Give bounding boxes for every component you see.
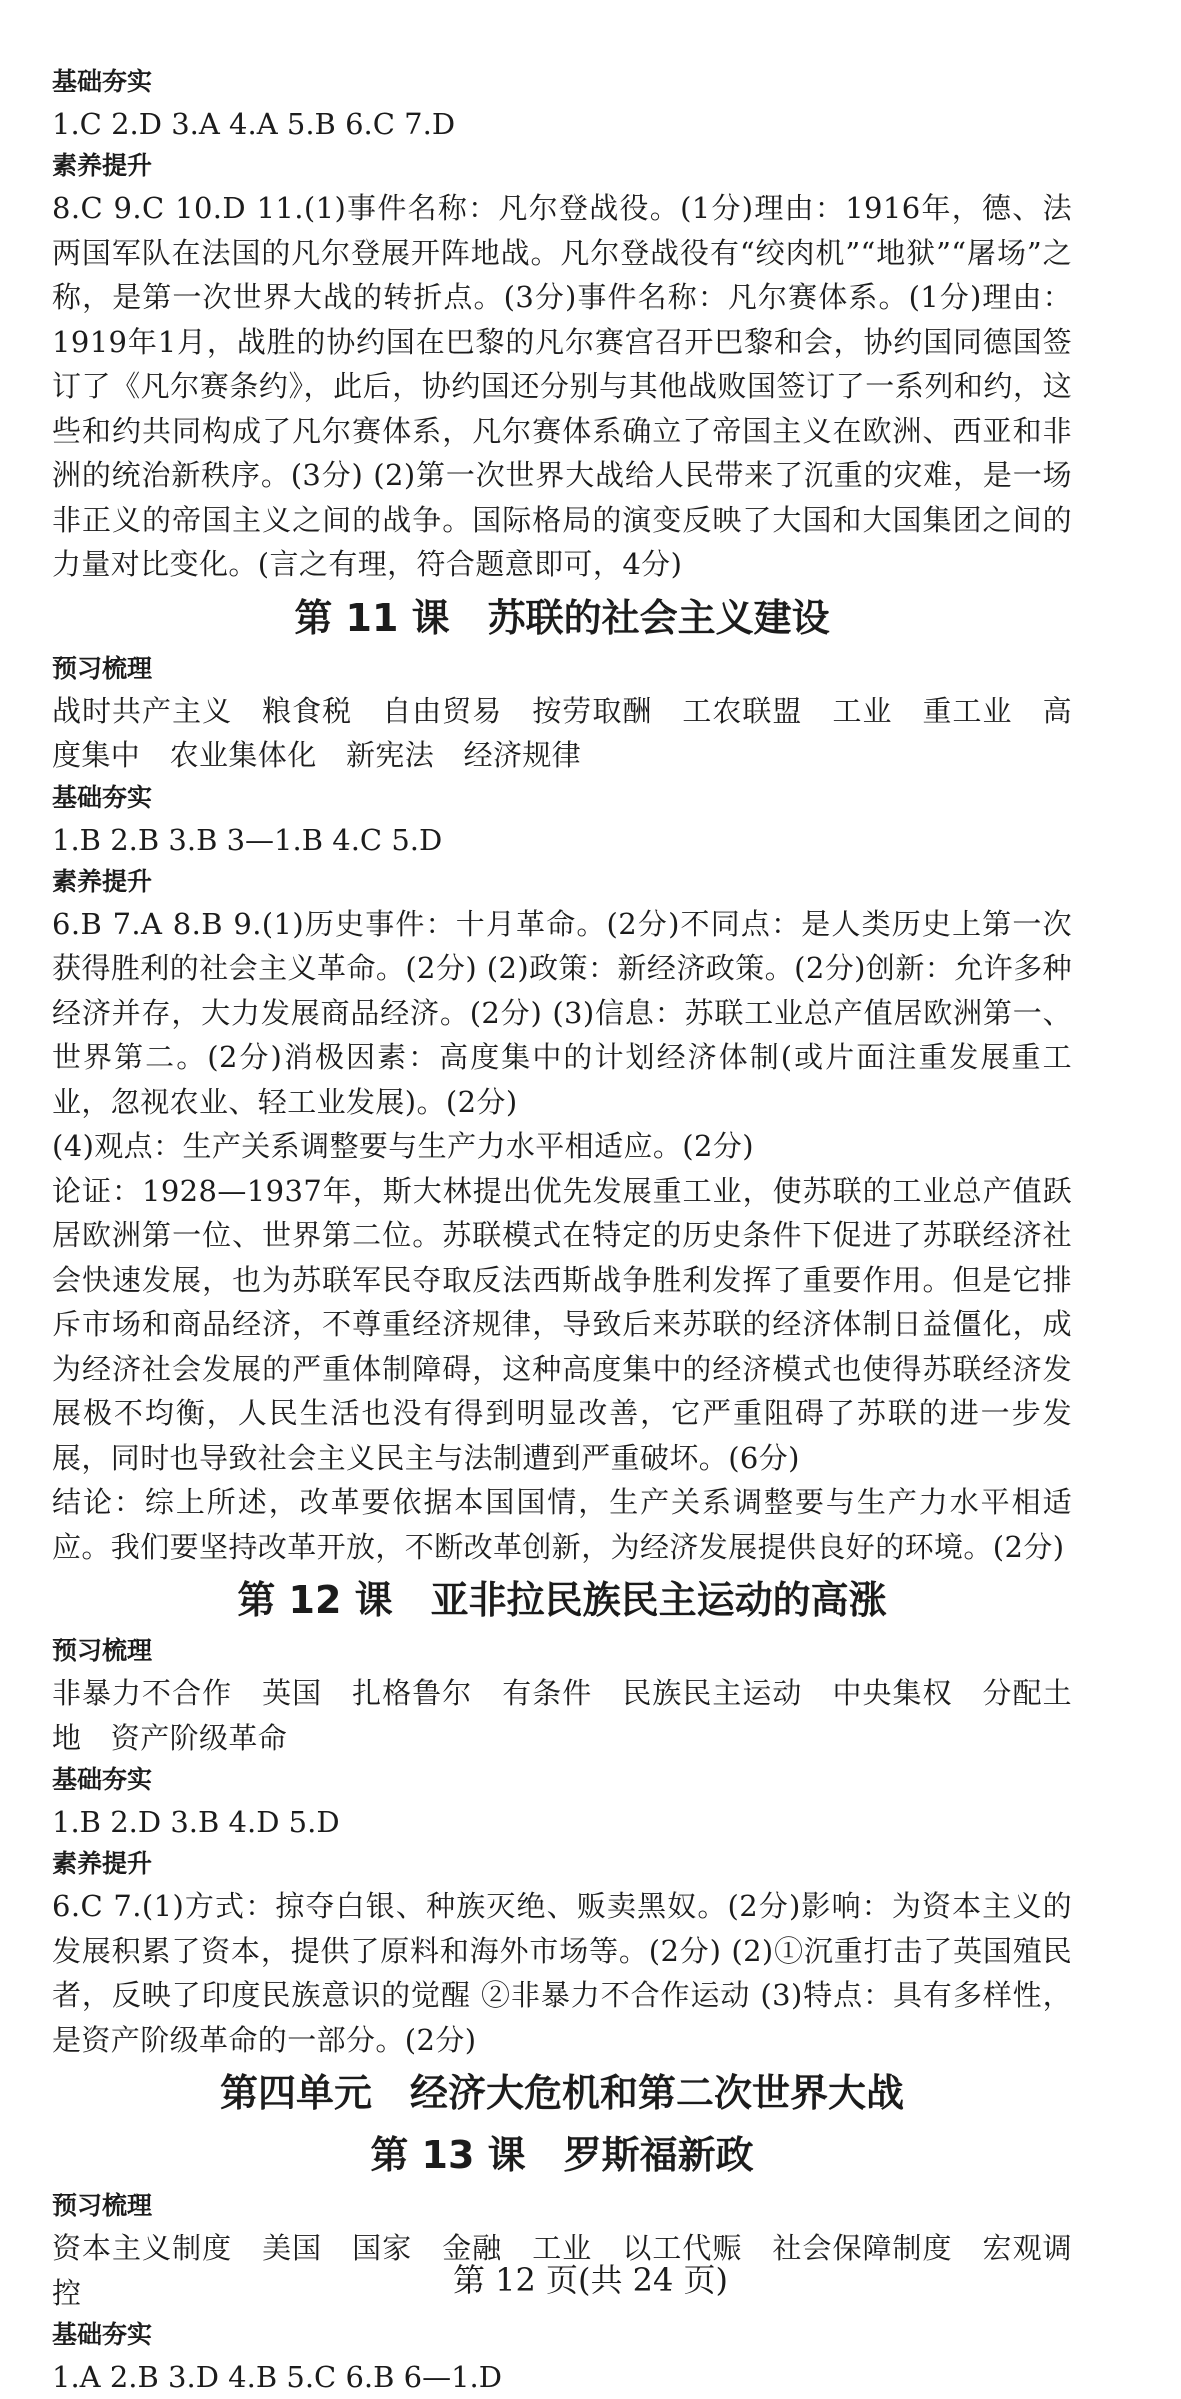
section-label: 素养提升 [52,866,153,896]
lesson-title: 第 12 课 亚非拉民族民主运动的高涨 [237,1578,887,1622]
answer-paragraph: (4)观点：生产关系调整要与生产力水平相适应。(2分) [52,1129,754,1163]
answer-paragraph: 6.B 7.A 8.B 9.(1)历史事件：十月革命。(2分)不同点：是人类历史上第一次获得胜利的社会主义革命。(2分) (2)政策：新经济政策。(2分)创新：允许多种经济并存，大力发展商品经济。(2分) (3)信息：苏联工业总产值居欧洲第一、世界第二。(2分)消极因素：高度集中的计划经济体制(或片面注重发展重工业，忽视农业、轻工业发展)。(2分) [52,906,1072,1119]
keyword-paragraph: 资本主义制度 美国 国家 金融 工业 以工代赈 社会保障制度 宏观调控 [52,2231,1072,2310]
section-label: 基础夯实 [52,67,153,96]
answer-line: 1.B 2.B 3.B 3—1.B 4.C 5.D [52,822,443,857]
section-label: 基础夯实 [52,782,153,812]
keyword-paragraph: 非暴力不合作 英国 扎格鲁尔 有条件 民族民主运动 中央集权 分配土地 资产阶级革命 [52,1676,1072,1755]
lesson-title: 第 11 课 苏联的社会主义建设 [294,595,830,640]
section-label: 预习梳理 [52,2191,153,2220]
section-label: 预习梳理 [52,1636,153,1665]
section-label: 预习梳理 [52,653,153,683]
lesson-title: 第 13 课 罗斯福新政 [370,2133,754,2177]
answer-line: 1.B 2.D 3.B 4.D 5.D [52,1805,340,1839]
section-label: 基础夯实 [52,1765,153,1794]
section-label: 基础夯实 [52,2320,153,2349]
answer-page [52,62,1072,2399]
answer-line: 1.A 2.B 3.D 4.B 5.C 6.B 6—1.D [52,2360,503,2394]
section-label: 素养提升 [52,1849,153,1878]
answer-paragraph: 8.C 9.C 10.D 11.(1)事件名称：凡尔登战役。(1分)理由：1916年，德、法两国军队在法国的凡尔登展开阵地战。凡尔登战役有“绞肉机”“地狱”“屠场”之称，是第一次世界大战的转折点。(3分)事件名称：凡尔赛体系。(1分)理由：1919年1月，战胜的协约国在巴黎的凡尔赛宫召开巴黎和会，协约国同德国签订了《凡尔赛条约》，此后，协约国还分别与其他战败国签订了一系列和约，这些和约共同构成了凡尔赛体系，凡尔赛体系确立了帝国主义在欧洲、西亚和非洲的统治新秩序。(3分) (2)第一次世界大战给人民带来了沉重的灾难，是一场非正义的帝国主义之间的战争。国际格局的演变反映了大国和大国集团之间的力量对比变化。(言之有理，符合题意即可，4分) [52,191,1072,581]
answer-paragraph: 论证：1928—1937年，斯大林提出优先发展重工业，使苏联的工业总产值跃居欧洲第一位、世界第二位。苏联模式在特定的历史条件下促进了苏联经济社会快速发展，也为苏联军民夺取反法西斯战争胜利发挥了重要作用。但是它排斥市场和商品经济，不尊重经济规律，导致后来苏联的经济体制日益僵化，成为经济社会发展的严重体制障碍，这种高度集中的经济模式也使得苏联经济发展极不均衡，人民生活也没有得到明显改善，它严重阻碍了苏联的进一步发展，同时也导致社会主义民主与法制遭到严重破坏。(6分) [52,1173,1072,1475]
answer-line: 1.C 2.D 3.A 4.A 5.B 6.C 7.D [52,107,456,141]
section-label: 素养提升 [52,151,153,180]
unit-title: 第四单元 经济大危机和第二次世界大战 [219,2071,904,2115]
page-footer: 第 12 页(共 24 页) [452,2261,729,2299]
answer-paragraph: 结论：综上所述，改革要依据本国国情，生产关系调整要与生产力水平相适应。我们要坚持改革开放，不断改革创新，为经济发展提供良好的环境。(2分) [52,1485,1072,1564]
keyword-paragraph: 战时共产主义 粮食税 自由贸易 按劳取酬 工农联盟 工业 重工业 高度集中 农业集体化 新宪法 经济规律 [52,693,1072,772]
answer-paragraph: 6.C 7.(1)方式：掠夺白银、种族灭绝、贩卖黑奴。(2分)影响：为资本主义的发展积累了资本，提供了原料和海外市场等。(2分) (2)①沉重打击了英国殖民者，反映了印度民族意识的觉醒 ②非暴力不合作运动 (3)特点：具有多样性，是资产阶级革命的一部分。(2分) [52,1889,1072,2057]
